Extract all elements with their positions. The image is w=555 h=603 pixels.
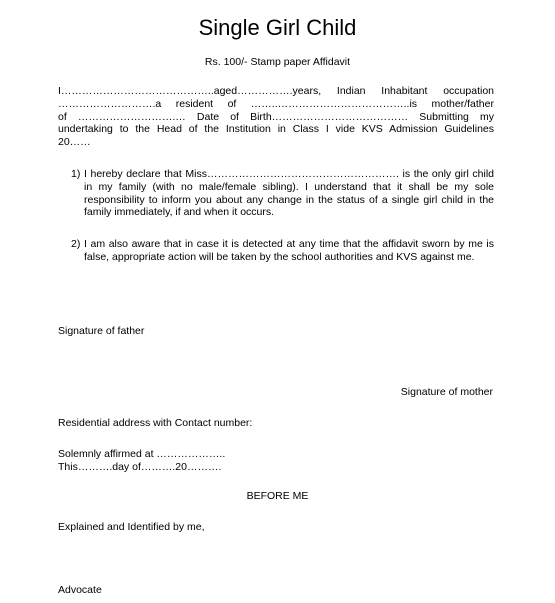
signature-mother-label: Signature of mother (400, 386, 493, 398)
residential-address-label: Residential address with Contact number: (58, 417, 253, 429)
intro-line: ……………………….a resident of ……..………………………………..is mother/father (58, 97, 494, 110)
advocate-label: Advocate (58, 584, 102, 596)
declaration-text-2: 2) I am also aware that in case it is detected at any time that the affidavit sworn by me is false, appropriate action will be taken by the school authorities and KVS against me. (71, 238, 494, 263)
affirmed-at-line: Solemnly affirmed at ……………….. (58, 448, 226, 460)
affirmed-date-line: This……….day of……….20………. (58, 461, 222, 473)
declaration-text-1: 1) I hereby declare that Miss………………………………………………. is the only girl child in my family (with no male/female sibling). I understand that it shall be my sole responsibility to inform you about any change in the status of a single girl child in the family immediately, if and when it occurs. (71, 168, 494, 219)
explained-identified-line: Explained and Identified by me, (58, 521, 205, 533)
declaration-paragraph-2 (71, 238, 494, 264)
before-me-heading: BEFORE ME (246, 490, 309, 502)
intro-paragraph (58, 85, 494, 149)
signature-father-label: Signature of father (58, 325, 145, 337)
intro-line: undertaking to the Head of the Institution in Class I vide KVS Admission Guidelines (58, 123, 494, 136)
document-subtitle: Rs. 100/- Stamp paper Affidavit (204, 56, 351, 68)
intro-line: 20…… (58, 136, 91, 149)
document-title: Single Girl Child (198, 15, 357, 40)
declaration-paragraph-1 (71, 168, 494, 219)
intro-line: of ……………………….… Date of Birth………………………………… Submitting my (58, 110, 494, 123)
intro-line: I……………………………………..aged…………….years, Indian Inhabitant occupation (58, 85, 494, 97)
